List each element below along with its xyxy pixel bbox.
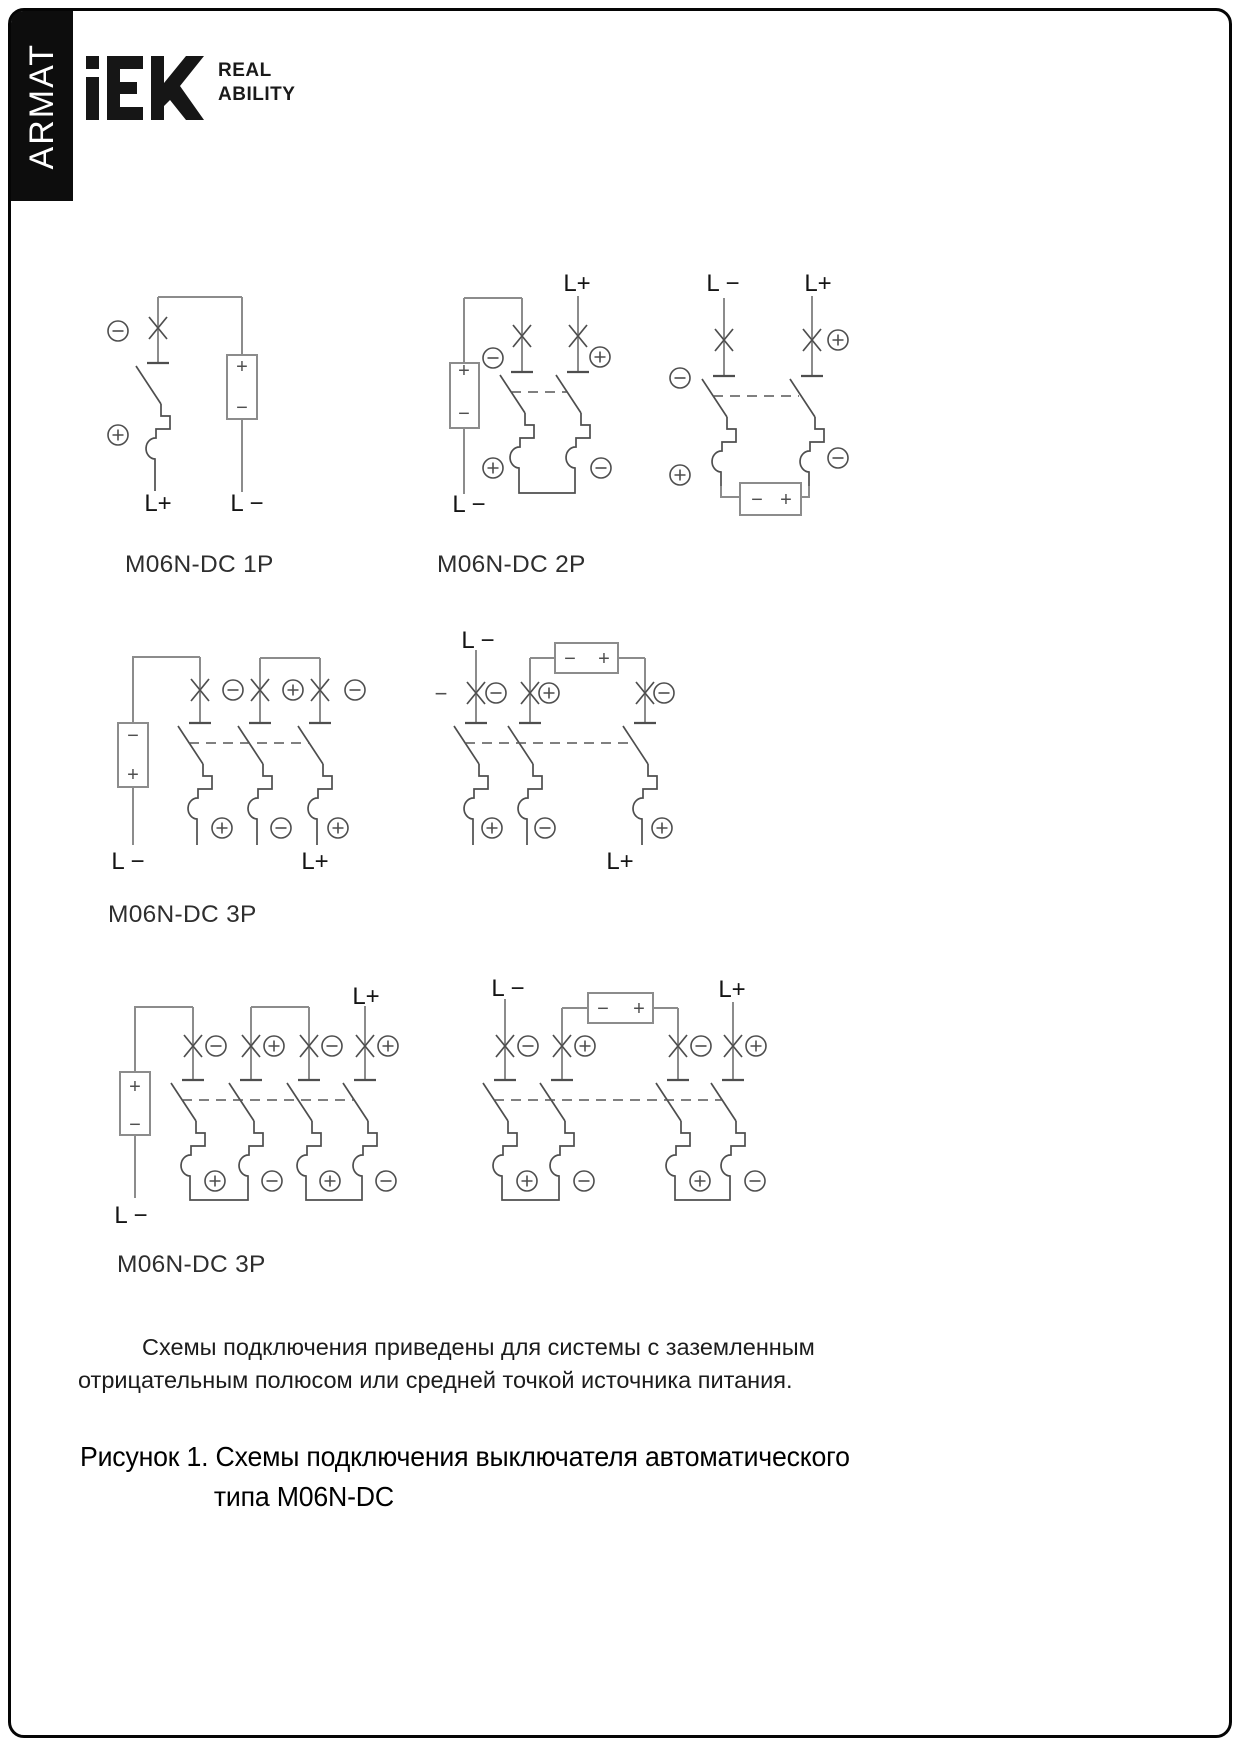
- battery-minus-sign: −: [458, 403, 470, 425]
- minus-polarity-icon: [376, 1171, 396, 1191]
- tagline-line1: REAL: [218, 60, 272, 81]
- minus-polarity-icon: [745, 1171, 765, 1191]
- minus-polarity-icon: [345, 680, 365, 700]
- plus-polarity-icon: [205, 1171, 225, 1191]
- plus-polarity-icon: [378, 1036, 398, 1056]
- diagram-m06n-dc-4p-left: [114, 983, 398, 1229]
- battery-plus-sign: +: [458, 360, 470, 382]
- battery-plus-sign: +: [236, 356, 248, 378]
- diagram-m06n-dc-2p-right: [670, 270, 848, 515]
- plus-polarity-icon: [517, 1171, 537, 1191]
- line-minus-label: L −: [452, 491, 486, 518]
- caption-m06n-dc-2p: M06N-DC 2P: [437, 551, 586, 578]
- minus-polarity-icon: [271, 818, 291, 838]
- minus-polarity-icon: [483, 348, 503, 368]
- caption-m06n-dc-1p: M06N-DC 1P: [125, 551, 274, 578]
- plus-polarity-icon: [575, 1036, 595, 1056]
- battery-plus-sign: +: [633, 998, 645, 1020]
- plus-polarity-icon: [483, 458, 503, 478]
- line-minus-label: L −: [461, 627, 495, 654]
- plus-polarity-icon: [590, 347, 610, 367]
- line-plus-label: L+: [563, 270, 591, 297]
- diagram-m06n-dc-3p-right: [435, 627, 674, 875]
- minus-polarity-icon: [486, 683, 506, 703]
- diagram-m06n-dc-3p-left: [111, 657, 365, 875]
- brand-armat-label: ARMAT: [22, 42, 61, 170]
- battery-minus-sign: −: [597, 998, 609, 1020]
- line-plus-label: L+: [144, 490, 172, 517]
- minus-polarity-icon: [535, 818, 555, 838]
- plus-polarity-icon: [264, 1036, 284, 1056]
- line-minus-label: L −: [230, 490, 264, 517]
- caption-m06n-dc-3p-2: M06N-DC 3P: [117, 1251, 266, 1278]
- minus-polarity-icon: [108, 321, 128, 341]
- line-minus-label: L −: [706, 270, 740, 297]
- minus-polarity-icon: [691, 1036, 711, 1056]
- line-minus-label: L −: [491, 975, 525, 1002]
- plus-polarity-icon: [652, 818, 672, 838]
- figure-caption-line2: типа M06N-DC: [213, 1481, 394, 1512]
- plus-polarity-icon: [108, 425, 128, 445]
- minus-polarity-icon: [654, 683, 674, 703]
- plus-polarity-icon: [482, 818, 502, 838]
- figure-caption-line1: Рисунок 1. Схемы подключения выключателя автоматического: [80, 1441, 850, 1472]
- line-minus-label: L −: [114, 1202, 148, 1229]
- battery-minus-sign: −: [236, 397, 248, 419]
- plus-polarity-icon: [670, 465, 690, 485]
- battery-plus-sign: +: [780, 489, 792, 511]
- battery-plus-sign: +: [598, 648, 610, 670]
- diagram-m06n-dc-4p-right: [483, 975, 766, 1200]
- plus-polarity-icon: [746, 1036, 766, 1056]
- tagline-line2: ABILITY: [218, 84, 296, 105]
- minus-polarity-icon: [591, 458, 611, 478]
- minus-polarity-icon: [262, 1171, 282, 1191]
- battery-minus-sign: −: [564, 648, 576, 670]
- plus-polarity-icon: [320, 1171, 340, 1191]
- battery-minus-sign: −: [127, 725, 139, 747]
- line-plus-label: L+: [804, 270, 832, 297]
- diagram-m06n-dc-1p: [108, 297, 264, 517]
- minus-polarity-icon: [828, 448, 848, 468]
- connection-note: [78, 1331, 888, 1397]
- battery-minus-sign: −: [751, 489, 763, 511]
- plus-polarity-icon: [283, 680, 303, 700]
- plus-polarity-icon: [539, 683, 559, 703]
- minus-polarity-icon: [206, 1036, 226, 1056]
- minus-polarity-icon: [670, 368, 690, 388]
- line-plus-label: L+: [301, 848, 329, 875]
- caption-m06n-dc-3p: M06N-DC 3P: [108, 901, 257, 928]
- line-minus-label: L −: [111, 848, 145, 875]
- minus-polarity-icon: [322, 1036, 342, 1056]
- note-line1: Схемы подключения приведены для системы с заземленным: [142, 1334, 815, 1360]
- plus-polarity-icon: [328, 818, 348, 838]
- plus-polarity-icon: [690, 1171, 710, 1191]
- note-line2: отрицательным полюсом или средней точкой источника питания.: [78, 1367, 793, 1393]
- line-plus-label: L+: [352, 983, 380, 1010]
- minus-polarity-icon: [223, 680, 243, 700]
- plus-polarity-icon: [212, 818, 232, 838]
- minus-polarity-icon: [518, 1036, 538, 1056]
- battery-plus-sign: +: [129, 1076, 141, 1098]
- battery-minus-sign: −: [129, 1114, 141, 1136]
- diagram-m06n-dc-2p-left: [450, 270, 611, 518]
- minus-mark: −: [434, 681, 448, 706]
- minus-polarity-icon: [574, 1171, 594, 1191]
- line-plus-label: L+: [718, 976, 746, 1003]
- figure-caption: [80, 1437, 850, 1517]
- line-plus-label: L+: [606, 848, 634, 875]
- battery-plus-sign: +: [127, 764, 139, 786]
- plus-polarity-icon: [828, 330, 848, 350]
